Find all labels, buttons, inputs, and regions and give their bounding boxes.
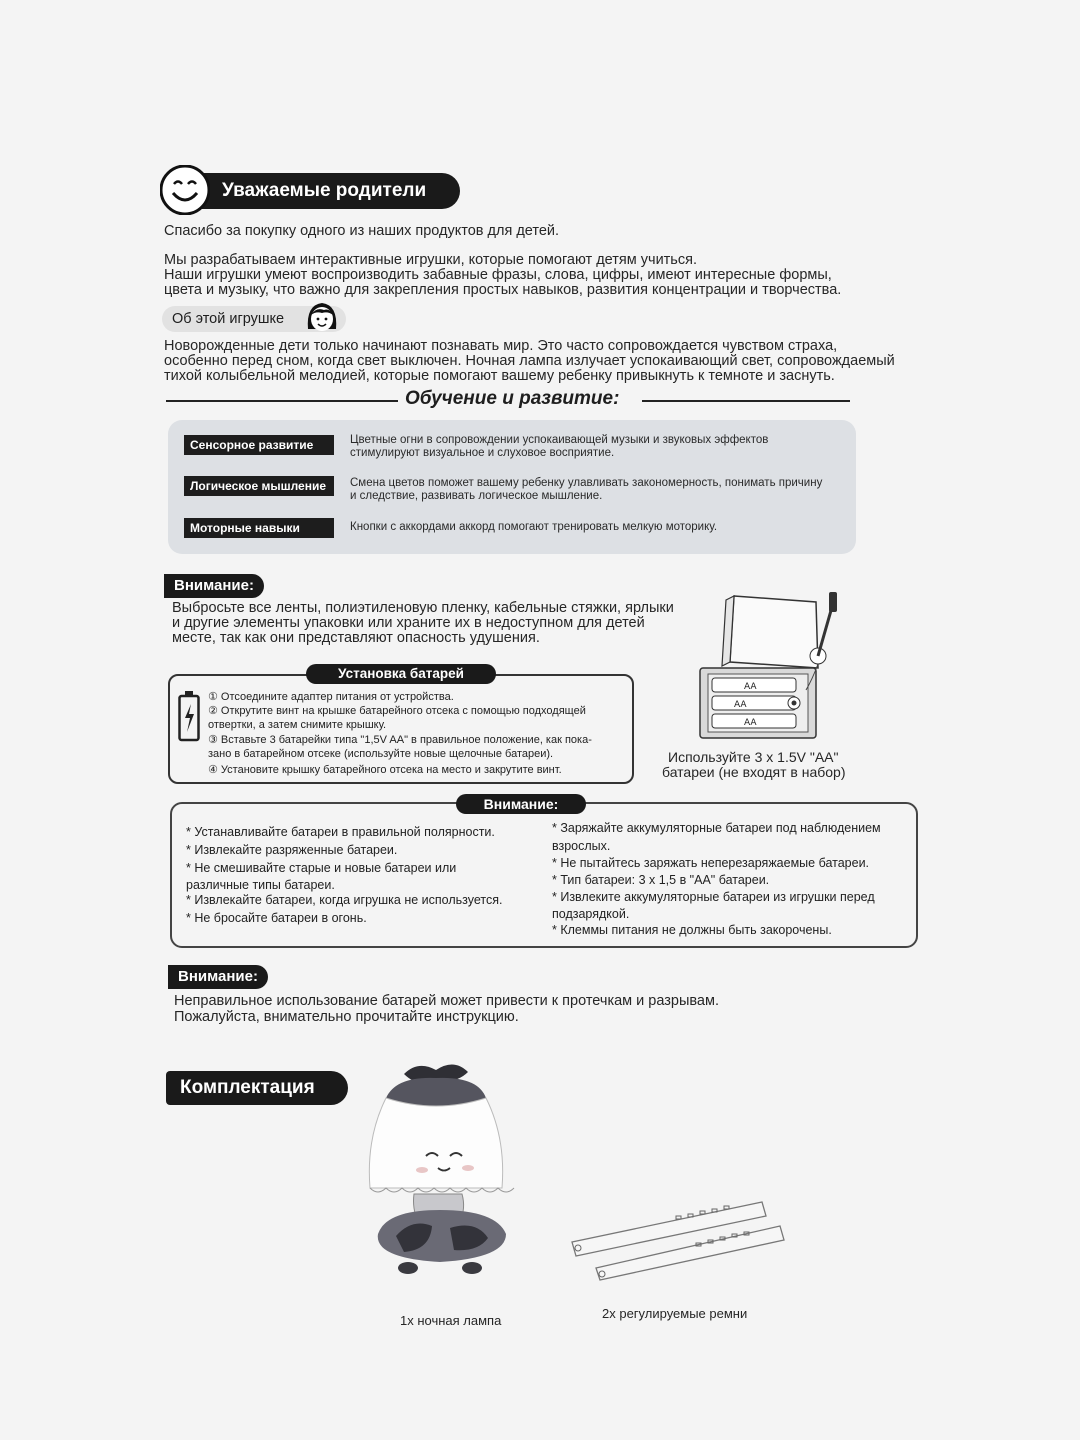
intro-line: Наши игрушки умеют воспроизводить забавные фразы, слова, цифры, имеют интересные формы,	[164, 267, 832, 283]
battery-warnings-title: Внимание:	[456, 794, 586, 814]
about-line: тихой колыбельной мелодией, которые помогают вашему ребенку привыкнуть к темноте и заснуть.	[164, 368, 835, 384]
battery-icon	[178, 690, 200, 742]
warning-item: * Извлекайте батареи, когда игрушка не используется.	[186, 893, 503, 907]
page-title	[198, 173, 460, 209]
warning-item: * Заряжайте аккумуляторные батареи под наблюдением	[552, 821, 881, 835]
battery-warnings-box	[170, 802, 918, 948]
warning-label: Внимание:	[164, 574, 264, 598]
divider	[642, 400, 850, 402]
kit-item-label: 2x регулируемые ремни	[602, 1306, 748, 1321]
page-title-text: Уважаемые родители	[222, 180, 427, 201]
about-line: Новорожденные дети только начинают познавать мир. Это часто сопровождается чувством страха,	[164, 338, 838, 354]
warning-item: различные типы батареи.	[186, 878, 335, 892]
skill-desc	[350, 434, 768, 460]
battery-step: ② Открутите винт на крышке батарейного отсека с помощью подходящей	[208, 705, 586, 717]
warning-item: * Не бросайте батареи в огонь.	[186, 911, 367, 925]
skill-desc-line: Смена цветов поможет вашему ребенку улавливать закономерность, понимать причину	[350, 477, 823, 489]
warning-item: * Не смешивайте старые и новые батареи или	[186, 861, 457, 875]
skill-desc	[350, 477, 822, 503]
learning-box	[168, 420, 856, 554]
straps-illustration	[566, 1196, 788, 1282]
night-lamp-illustration	[356, 1058, 526, 1292]
battery-install-box	[168, 674, 634, 784]
warning-item: * Не пытайтесь заряжать неперезаряжаемые батареи.	[552, 856, 870, 870]
battery-step: ① Отсоедините адаптер питания от устройства.	[208, 691, 454, 703]
battery-step: ③ Вставьте 3 батарейки типа "1,5V AA" в правильное положение, как пока-	[208, 734, 592, 746]
skill-desc-line: и следствие, развивать логическое мышление.	[350, 490, 603, 502]
battery-caption: батареи (не входят в набор)	[662, 764, 846, 780]
smiley-icon	[160, 165, 210, 215]
kit-title: Комплектация	[166, 1071, 348, 1105]
skill-label: Сенсорное развитие	[184, 435, 334, 455]
warning-item: * Устанавливайте батареи в правильной полярности.	[186, 825, 495, 839]
warning-item: взрослых.	[552, 839, 611, 853]
warning-item: * Тип батареи: 3 x 1,5 в "AA" батареи.	[552, 873, 770, 887]
warning-item: подзарядкой.	[552, 907, 630, 921]
intro-line: цвета и музыку, что важно для закрепления простых навыков, развития концентрации и творчества.	[164, 282, 842, 298]
kit-item-label: 1x ночная лампа	[400, 1313, 502, 1328]
warning-item: * Извлекайте разряженные батареи.	[186, 843, 398, 857]
battery-install-title: Установка батарей	[306, 664, 496, 684]
warning-line: Пожалуйста, внимательно прочитайте инструкцию.	[174, 1009, 519, 1025]
warning-item: * Извлеките аккумуляторные батареи из игрушки перед	[552, 890, 875, 904]
girl-face-icon	[302, 299, 342, 335]
skill-label: Логическое мышление	[184, 476, 334, 496]
skill-desc	[350, 521, 717, 534]
intro-line: Мы разрабатываем интерактивные игрушки, которые помогают детям учиться.	[164, 252, 697, 268]
cell-label: AA	[744, 682, 757, 692]
about-toy-label-text: Об этой игрушке	[172, 311, 285, 327]
skill-desc-line: стимулируют визуальное и слуховое восприятие.	[350, 447, 615, 459]
about-line: особенно перед сном, когда свет выключен. Ночная лампа излучает успокаивающий свет, сопровождаемый	[164, 353, 895, 369]
battery-compartment-illustration	[694, 590, 864, 746]
battery-step: ④ Установите крышку батарейного отсека на место и закрутите винт.	[208, 764, 562, 776]
battery-caption: Используйте 3 x 1.5V "AA"	[668, 749, 839, 765]
skill-desc-line: Кнопки с аккордами аккорд помогают тренировать мелкую моторику.	[350, 521, 718, 533]
warning-line: и другие элементы упаковки или храните их в недоступном для детей	[172, 615, 645, 631]
cell-label: AA	[744, 718, 757, 728]
battery-step: отвертки, а затем снимите крышку.	[208, 719, 387, 731]
thanks-text: Спасибо за покупку одного из наших продуктов для детей.	[164, 223, 560, 239]
learning-title	[160, 388, 854, 416]
divider	[166, 400, 398, 402]
skill-desc-line: Цветные огни в сопровождении успокаивающей музыки и звуковых эффектов	[350, 434, 769, 446]
warning-label: Внимание:	[168, 965, 268, 989]
learning-title-text: Обучение и развитие:	[405, 388, 620, 409]
warning-line: Неправильное использование батарей может привести к протечкам и разрывам.	[174, 993, 719, 1009]
warning-line: Выбросьте все ленты, полиэтиленовую пленку, кабельные стяжки, ярлыки	[172, 600, 674, 616]
warning-item: * Клеммы питания не должны быть закорочены.	[552, 923, 832, 937]
skill-label: Моторные навыки	[184, 518, 334, 538]
warning-line: месте, так как они представляют опасность удушения.	[172, 630, 540, 646]
battery-step: зано в батарейном отсеке (используйте новые щелочные батареи).	[208, 748, 554, 760]
cell-label: AA	[734, 700, 747, 710]
